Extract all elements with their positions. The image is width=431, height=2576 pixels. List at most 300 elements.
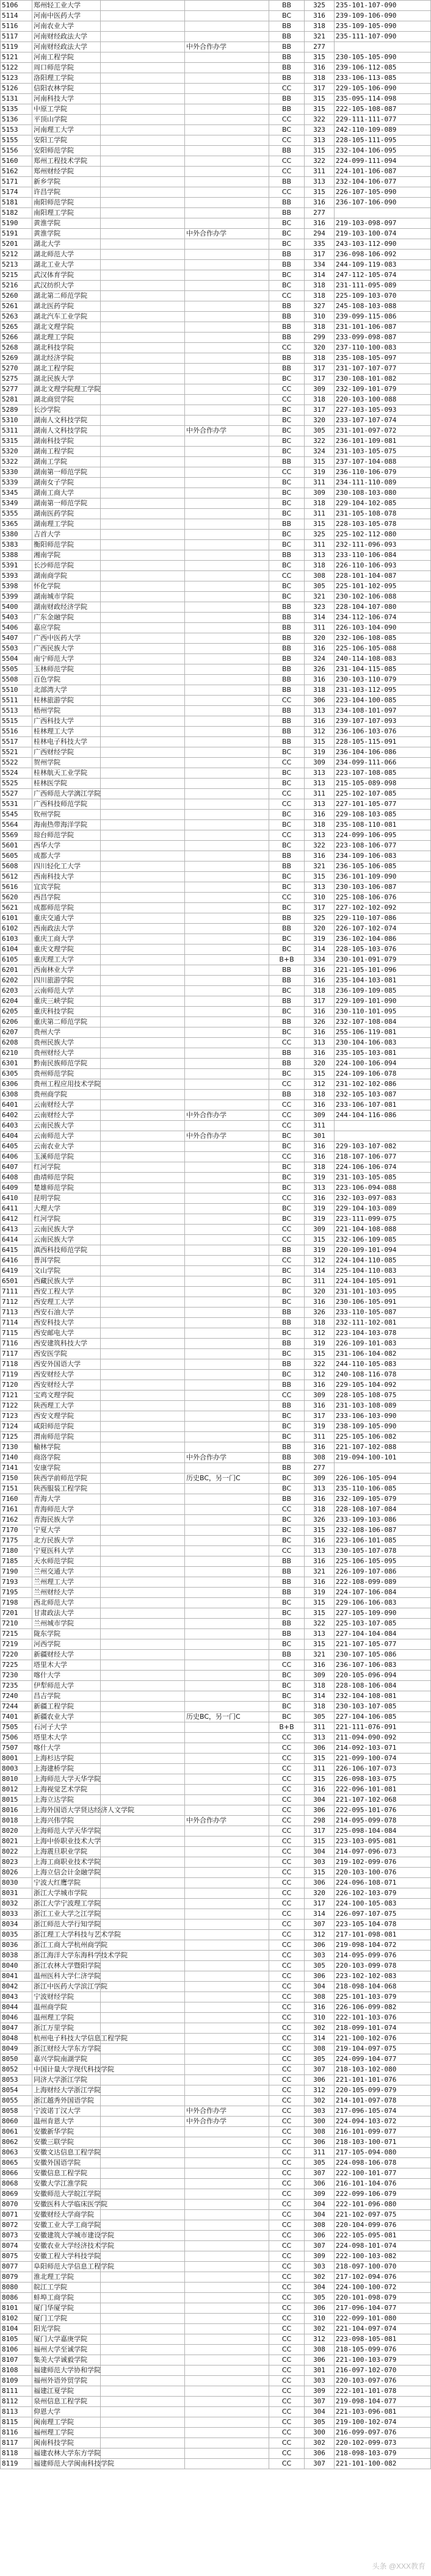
table-row (1, 1090, 431, 1100)
score-cell: 315 (305, 104, 335, 115)
table-row (1, 1007, 431, 1017)
table-row (1, 1598, 431, 1608)
level-cell: BB (269, 353, 305, 364)
blank-cell (101, 1370, 185, 1380)
level-cell: CC (269, 2251, 305, 2262)
blank-cell (101, 167, 185, 177)
score-cell: 312 (305, 2085, 335, 2096)
table-row (1, 830, 431, 841)
score-cell: 322 (305, 115, 335, 125)
subscores-cell: 235-105-103-081 (335, 1048, 431, 1059)
score-cell: 322 (305, 1619, 335, 1629)
table-row (1, 125, 431, 135)
level-cell: BB (269, 851, 305, 862)
level-cell: BC (269, 530, 305, 540)
level-cell: CC (269, 2459, 305, 2469)
score-cell: 335 (305, 239, 335, 250)
school-name-cell: 贵州大学 (32, 1027, 101, 1038)
score-cell: 316 (305, 1660, 335, 1671)
subscores-cell: 217-096-105-074 (335, 2106, 431, 2117)
school-code-cell: 8115 (1, 2417, 32, 2428)
subscores-cell: 236-110-106-079 (335, 467, 431, 478)
program-note-cell (185, 11, 269, 21)
level-cell: BC (269, 1608, 305, 1619)
blank-cell (101, 187, 185, 198)
school-code-cell: 5315 (1, 436, 32, 447)
table-row (1, 2262, 431, 2272)
subscores-cell: 227-104-104-084 (335, 1629, 431, 1639)
score-cell: 311 (305, 1764, 335, 1774)
table-row (1, 322, 431, 333)
subscores-cell: 233-106-113-085 (335, 73, 431, 84)
blank-cell (101, 1567, 185, 1577)
school-code-cell: 5391 (1, 561, 32, 571)
blank-cell (101, 1380, 185, 1391)
score-cell: 306 (305, 2448, 335, 2459)
school-code-cell: 6301 (1, 1059, 32, 1069)
school-code-cell: 5504 (1, 654, 32, 664)
level-cell: BB (269, 623, 305, 633)
score-cell: 309 (305, 384, 335, 395)
level-cell: CC (269, 1961, 305, 1971)
level-cell: CC (269, 1256, 305, 1266)
subscores-cell: 235-108-110-081 (335, 820, 431, 830)
program-note-cell: 历史BC，另一门C (185, 1473, 269, 1484)
table-row (1, 260, 431, 270)
school-name-cell: 红河学院 (32, 1162, 101, 1173)
program-note-cell (185, 2148, 269, 2158)
school-name-cell: 阜阳师范大学信息工程学院 (32, 2262, 101, 2272)
subscores-cell: 232-108-106-087 (335, 1525, 431, 1536)
score-cell: 305 (305, 426, 335, 436)
school-name-cell: 宁波大红鹰学院 (32, 1878, 101, 1888)
table-row (1, 1712, 431, 1722)
subscores-cell: 221-100-103-079 (335, 2355, 431, 2366)
subscores-cell: 219-098-104-072 (335, 1940, 431, 1951)
subscores-cell: 226-106-105-094 (335, 1473, 431, 1484)
level-cell: CC (269, 2283, 305, 2293)
program-note-cell (185, 374, 269, 384)
school-code-cell: 5515 (1, 716, 32, 727)
table-row (1, 851, 431, 862)
school-name-cell: 福州理工学院 (32, 2428, 101, 2438)
school-code-cell: 5569 (1, 830, 32, 841)
table-row (1, 343, 431, 353)
table-row (1, 2168, 431, 2179)
school-name-cell: 浙江大学宁波理工学院 (32, 1899, 101, 1909)
subscores-cell: 231-102-102-086 (335, 1079, 431, 1090)
school-name-cell: 昌吉学院 (32, 1691, 101, 1702)
school-name-cell: 皖江工学院 (32, 2283, 101, 2293)
school-code-cell: 8061 (1, 2127, 32, 2137)
table-row (1, 239, 431, 250)
table-row (1, 208, 431, 218)
subscores-cell: 232-105-103-087 (335, 1090, 431, 1100)
level-cell: CC (269, 2023, 305, 2034)
program-note-cell (185, 73, 269, 84)
level-cell: CC (269, 2324, 305, 2334)
school-name-cell: 贵州民族大学 (32, 1038, 101, 1048)
blank-cell (101, 955, 185, 965)
school-name-cell: 喀什大学 (32, 1743, 101, 1754)
score-cell: 316 (305, 965, 335, 976)
subscores-cell: 225-108-106-076 (335, 893, 431, 903)
score-cell: 319 (305, 1588, 335, 1598)
level-cell: BB (269, 996, 305, 1007)
program-note-cell (185, 1857, 269, 1868)
score-cell: 313 (305, 779, 335, 789)
school-name-cell: 安徽文达信息工程学院 (32, 2148, 101, 2158)
table-row (1, 727, 431, 737)
school-code-cell: 8032 (1, 1899, 32, 1909)
school-code-cell: 8048 (1, 2034, 32, 2044)
school-code-cell: 8066 (1, 2168, 32, 2179)
subscores-cell: 221-105-101-096 (335, 965, 431, 976)
subscores-cell: 223-098-105-081 (335, 2334, 431, 2345)
school-name-cell: 淮北理工学院 (32, 2272, 101, 2283)
score-cell: 316 (305, 1442, 335, 1453)
school-name-cell: 福州外语外贸学院 (32, 2376, 101, 2386)
school-name-cell: 温州理工学院 (32, 2013, 101, 2023)
program-note-cell (185, 1162, 269, 1173)
program-note-cell (185, 2023, 269, 2034)
program-note-cell (185, 2210, 269, 2220)
school-code-cell: 7244 (1, 1702, 32, 1712)
table-row (1, 84, 431, 94)
blank-cell (101, 1598, 185, 1608)
blank-cell (101, 1816, 185, 1826)
score-cell: 312 (305, 1930, 335, 1940)
subscores-cell: 236-101-109-081 (335, 436, 431, 447)
subscores-cell: 235-110-106-085 (335, 1484, 431, 1494)
school-code-cell: 8018 (1, 1816, 32, 1826)
school-code-cell: 6401 (1, 1100, 32, 1110)
table-row (1, 1391, 431, 1401)
subscores-cell: 232-104-106-095 (335, 146, 431, 156)
school-name-cell: 桂林医学院 (32, 779, 101, 789)
subscores-cell: 219-098-104-077 (335, 2397, 431, 2407)
blank-cell (101, 2179, 185, 2189)
score-cell: 307 (305, 2241, 335, 2251)
program-note-cell (185, 1525, 269, 1536)
school-code-cell: 5403 (1, 613, 32, 623)
program-note-cell (185, 94, 269, 104)
table-row (1, 2127, 431, 2137)
table-row (1, 250, 431, 260)
level-cell: CC (269, 1110, 305, 1121)
school-code-cell: 5564 (1, 820, 32, 830)
score-cell: 306 (305, 2075, 335, 2085)
program-note-cell (185, 1442, 269, 1453)
school-code-cell: 8101 (1, 2303, 32, 2314)
level-cell: CC (269, 1193, 305, 1204)
blank-cell (101, 1650, 185, 1660)
level-cell: BC (269, 747, 305, 758)
score-cell: 318 (305, 291, 335, 301)
table-row (1, 1079, 431, 1090)
level-cell: BC (269, 1162, 305, 1173)
table-row (1, 675, 431, 685)
school-name-cell: 长沙师范学院 (32, 561, 101, 571)
table-row (1, 63, 431, 73)
program-note-cell (185, 2251, 269, 2262)
level-cell: BC (269, 1370, 305, 1380)
program-note-cell (185, 2272, 269, 2283)
program-note-cell (185, 955, 269, 965)
score-cell: 317 (305, 1826, 335, 1837)
table-row (1, 1422, 431, 1432)
subscores-cell: 220-109-101-094 (335, 1245, 431, 1256)
score-cell: 307 (305, 1919, 335, 1930)
table-row (1, 696, 431, 706)
school-name-cell: 宝鸡文理学院 (32, 1391, 101, 1401)
school-name-cell: 青海师范大学 (32, 1505, 101, 1515)
program-note-cell (185, 1982, 269, 1992)
level-cell: CC (269, 467, 305, 478)
score-cell: 309 (305, 1110, 335, 1121)
program-note-cell (185, 1017, 269, 1027)
subscores-cell: 222-099-101-080 (335, 2314, 431, 2324)
level-cell: BB (269, 333, 305, 343)
score-cell: 315 (305, 1598, 335, 1608)
table-row (1, 1027, 431, 1038)
school-code-cell: 5191 (1, 229, 32, 239)
score-cell: 309 (305, 1671, 335, 1681)
blank-cell (101, 115, 185, 125)
blank-cell (101, 1359, 185, 1370)
table-row (1, 177, 431, 187)
blank-cell (101, 1183, 185, 1193)
school-code-cell: 7161 (1, 1505, 32, 1515)
level-cell: CC (269, 1992, 305, 2002)
blank-cell (101, 1110, 185, 1121)
blank-cell (101, 1899, 185, 1909)
subscores-cell: 229-109-101-090 (335, 996, 431, 1007)
score-cell: 303 (305, 2262, 335, 2272)
program-note-cell (185, 1090, 269, 1100)
blank-cell (101, 2355, 185, 2366)
score-cell: 315 (305, 52, 335, 63)
score-cell: 313 (305, 768, 335, 779)
blank-cell (101, 405, 185, 416)
level-cell: BB (269, 1453, 305, 1463)
blank-cell (101, 353, 185, 364)
table-row (1, 104, 431, 115)
blank-cell (101, 21, 185, 32)
program-note-cell (185, 820, 269, 830)
table-row (1, 1691, 431, 1702)
program-note-cell (185, 52, 269, 63)
subscores-cell: 233-106-103-090 (335, 1411, 431, 1422)
school-code-cell: 5212 (1, 250, 32, 260)
table-body (1, 1, 431, 2469)
table-row (1, 1048, 431, 1059)
table-row (1, 903, 431, 913)
school-code-cell: 5399 (1, 592, 32, 602)
table-row (1, 1038, 431, 1048)
program-note-cell (185, 1671, 269, 1681)
school-name-cell: 兰州城市学院 (32, 1619, 101, 1629)
school-name-cell: 西南林业大学 (32, 965, 101, 976)
school-code-cell: 5345 (1, 488, 32, 498)
program-note-cell (185, 799, 269, 810)
table-row (1, 2438, 431, 2448)
school-name-cell: 陕西学前师范学院 (32, 1473, 101, 1484)
subscores-cell: 222-108-099-089 (335, 1577, 431, 1588)
blank-cell (101, 1225, 185, 1235)
school-code-cell: 8021 (1, 1837, 32, 1847)
score-cell: 302 (305, 2023, 335, 2034)
school-code-cell: 7225 (1, 1660, 32, 1671)
school-code-cell: 7120 (1, 1380, 32, 1391)
level-cell: BC (269, 125, 305, 135)
school-name-cell: 上海工商职业技术学院 (32, 1857, 101, 1868)
school-name-cell: 湘南学院 (32, 550, 101, 561)
subscores-cell: 240-108-116-078 (335, 1370, 431, 1380)
subscores-cell: 222-095-101-076 (335, 1805, 431, 1816)
school-name-cell: 浙江工商大学杭州商学院 (32, 1940, 101, 1951)
school-name-cell: 桂林理工大学 (32, 727, 101, 737)
table-row (1, 1764, 431, 1774)
school-code-cell: 5181 (1, 198, 32, 208)
table-row (1, 1069, 431, 1079)
school-code-cell: 5521 (1, 747, 32, 758)
score-cell: 334 (305, 260, 335, 270)
score-cell: 313 (305, 1546, 335, 1556)
school-name-cell: 浙江万里学院 (32, 2023, 101, 2034)
score-cell: 312 (305, 1079, 335, 1090)
subscores-cell: 235-101-107-090 (335, 1, 431, 11)
score-cell: 316 (305, 1193, 335, 1204)
school-name-cell: 桂林旅游学院 (32, 696, 101, 706)
subscores-cell: 224-109-106-078 (335, 1069, 431, 1079)
score-cell: 304 (305, 2407, 335, 2417)
program-note-cell (185, 1359, 269, 1370)
school-code-cell: 7140 (1, 1453, 32, 1463)
school-code-cell: 5136 (1, 115, 32, 125)
blank-cell (101, 426, 185, 436)
subscores-cell: 217-101-098-081 (335, 1930, 431, 1940)
blank-cell (101, 965, 185, 976)
table-row (1, 685, 431, 696)
subscores-cell: 235-104-103-081 (335, 976, 431, 986)
level-cell: CC (269, 2262, 305, 2272)
blank-cell (101, 685, 185, 696)
school-name-cell: 武汉体育学院 (32, 270, 101, 281)
school-code-cell: 8075 (1, 2251, 32, 2262)
level-cell: BC (269, 270, 305, 281)
score-cell: 313 (305, 1733, 335, 1743)
score-cell: 316 (305, 976, 335, 986)
school-code-cell: 7123 (1, 1411, 32, 1422)
table-row (1, 467, 431, 478)
subscores-cell: 221-107-102-068 (335, 1795, 431, 1805)
school-code-cell: 8063 (1, 2148, 32, 2158)
score-cell: 305 (305, 581, 335, 592)
program-note-cell (185, 965, 269, 976)
table-row (1, 167, 431, 177)
level-cell: BC (269, 581, 305, 592)
level-cell: BB (269, 42, 305, 52)
score-cell: 316 (305, 1494, 335, 1505)
school-name-cell: 广西中医药大学 (32, 633, 101, 644)
school-code-cell: 8053 (1, 2075, 32, 2085)
score-cell: 316 (305, 198, 335, 208)
blank-cell (101, 301, 185, 312)
score-cell: 307 (305, 2459, 335, 2469)
score-cell: 306 (305, 1971, 335, 1982)
school-name-cell: 陇东学院 (32, 1629, 101, 1639)
program-note-cell (185, 1754, 269, 1764)
score-cell: 302 (305, 2438, 335, 2448)
level-cell: CC (269, 2355, 305, 2366)
subscores-cell: 231-101-106-087 (335, 322, 431, 333)
score-cell: 303 (305, 1857, 335, 1868)
school-name-cell: 云南民族大学 (32, 1235, 101, 1245)
subscores-cell: 236-101-109-090 (335, 872, 431, 882)
blank-cell (101, 747, 185, 758)
score-cell: 317 (305, 405, 335, 416)
program-note-cell (185, 1494, 269, 1505)
score-cell: 317 (305, 374, 335, 384)
table-row (1, 1328, 431, 1339)
subscores-cell: 235-111-107-090 (335, 32, 431, 42)
level-cell: BB (269, 644, 305, 654)
level-cell: BC (269, 498, 305, 509)
program-note-cell (185, 779, 269, 789)
score-cell: 313 (305, 1183, 335, 1193)
program-note-cell (185, 1411, 269, 1422)
program-note-cell (185, 2085, 269, 2096)
school-name-cell: 仰恩大学 (32, 2407, 101, 2417)
school-code-cell: 7162 (1, 1515, 32, 1525)
score-cell: 314 (305, 1266, 335, 1276)
score-cell: 306 (305, 1940, 335, 1951)
blank-cell (101, 1069, 185, 1079)
subscores-cell: 214-095-099-076 (335, 1951, 431, 1961)
blank-cell (101, 1671, 185, 1681)
program-note-cell (185, 696, 269, 706)
table-row (1, 976, 431, 986)
school-code-cell: 6419 (1, 1266, 32, 1276)
school-code-cell: 5135 (1, 104, 32, 115)
blank-cell (101, 934, 185, 944)
subscores-cell: 236-107-106-090 (335, 198, 431, 208)
table-row (1, 1930, 431, 1940)
school-code-cell: 5320 (1, 447, 32, 457)
table-row (1, 581, 431, 592)
table-row (1, 156, 431, 167)
score-cell: 318 (305, 281, 335, 291)
subscores-cell: 230-101-091-079 (335, 955, 431, 965)
program-note-cell (185, 457, 269, 467)
program-note-cell (185, 2189, 269, 2200)
subscores-cell: 228-108-107-084 (335, 1505, 431, 1515)
blank-cell (101, 1961, 185, 1971)
table-row (1, 2023, 431, 2034)
school-code-cell: 8038 (1, 1951, 32, 1961)
school-code-cell: 8086 (1, 2293, 32, 2303)
level-cell: BB (269, 146, 305, 156)
score-cell: 315 (305, 1525, 335, 1536)
blank-cell (101, 1588, 185, 1598)
school-name-cell: 黄淮学院 (32, 229, 101, 239)
school-name-cell: 云南农业大学 (32, 1142, 101, 1152)
blank-cell (101, 1401, 185, 1411)
school-name-cell: 安徽医科大学临床医学院 (32, 2200, 101, 2210)
level-cell: CC (269, 1971, 305, 1982)
school-name-cell: 湖南第一师范学院 (32, 498, 101, 509)
